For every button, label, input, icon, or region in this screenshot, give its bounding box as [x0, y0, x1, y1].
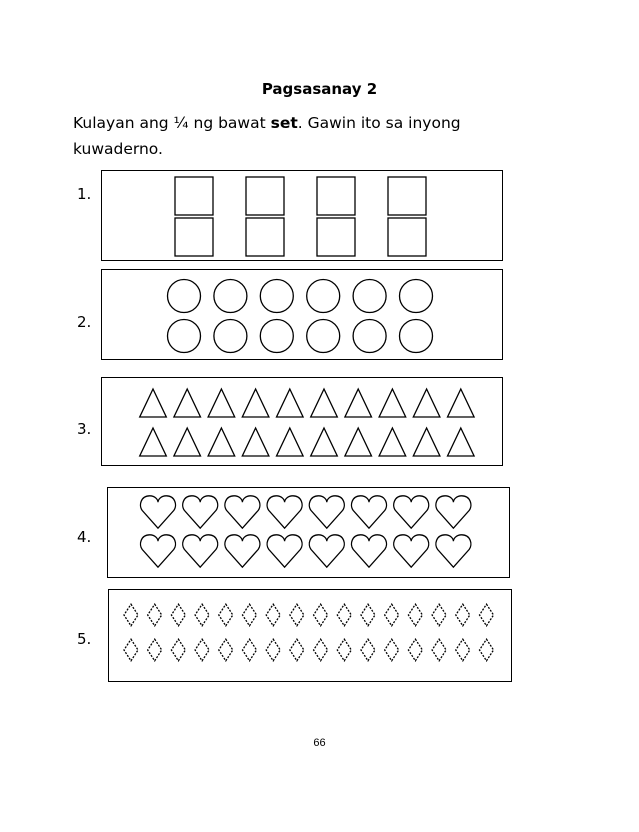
- page-number: 66: [313, 737, 326, 749]
- instruction-text-1: Kulayan ang: [73, 114, 174, 132]
- exercise-3-box: [101, 377, 503, 466]
- shape-diamond: [314, 639, 328, 661]
- shape-square: [388, 177, 426, 215]
- instruction-bold-word: set: [270, 114, 298, 132]
- shape-diamond: [171, 604, 185, 626]
- shape-square: [388, 218, 426, 256]
- shape-diamond: [148, 604, 162, 626]
- shape-triangle: [208, 428, 235, 456]
- exercise-4-number: 4.: [77, 528, 92, 546]
- shape-diamond: [195, 604, 209, 626]
- instruction-text-3: . Gawin ito sa inyong kuwaderno.: [73, 114, 461, 158]
- shape-triangle: [174, 389, 201, 417]
- shape-heart: [352, 496, 387, 528]
- shape-triangle: [345, 428, 372, 456]
- shape-heart: [352, 535, 387, 567]
- exercise-3-shapes: [102, 378, 504, 467]
- exercise-2-shapes: [102, 270, 504, 361]
- shape-circle: [353, 320, 386, 353]
- shape-diamond: [290, 639, 304, 661]
- shape-triangle: [242, 389, 269, 417]
- shape-heart: [436, 535, 471, 567]
- shape-heart: [394, 535, 429, 567]
- shape-diamond: [171, 639, 185, 661]
- shape-triangle: [448, 428, 475, 456]
- shape-diamond: [456, 639, 470, 661]
- shape-circle: [168, 280, 201, 313]
- shape-circle: [307, 320, 340, 353]
- shape-triangle: [413, 389, 440, 417]
- shape-diamond: [385, 639, 399, 661]
- shape-diamond: [242, 639, 256, 661]
- shape-diamond: [266, 604, 280, 626]
- shape-triangle: [379, 389, 406, 417]
- exercise-2-box: [101, 269, 503, 360]
- shape-triangle: [311, 428, 338, 456]
- shape-heart: [309, 535, 344, 567]
- shape-diamond: [479, 604, 493, 626]
- shape-triangle: [345, 389, 372, 417]
- shape-square: [246, 218, 284, 256]
- shape-diamond: [337, 604, 351, 626]
- shape-diamond: [242, 604, 256, 626]
- shape-diamond: [219, 639, 233, 661]
- shape-diamond: [408, 639, 422, 661]
- shape-diamond: [148, 639, 162, 661]
- instructions: [73, 110, 513, 162]
- exercise-1-box: [101, 170, 503, 261]
- exercise-1-shapes: [102, 171, 504, 262]
- shape-diamond: [290, 604, 304, 626]
- shape-triangle: [242, 428, 269, 456]
- shape-circle: [214, 280, 247, 313]
- shape-diamond: [361, 639, 375, 661]
- shape-triangle: [277, 428, 304, 456]
- shape-circle: [260, 280, 293, 313]
- shape-square: [246, 177, 284, 215]
- shape-circle: [214, 320, 247, 353]
- shape-diamond: [408, 604, 422, 626]
- shape-heart: [394, 496, 429, 528]
- shape-heart: [309, 496, 344, 528]
- shape-circle: [353, 280, 386, 313]
- shape-heart: [225, 496, 260, 528]
- exercise-2-number: 2.: [77, 313, 92, 331]
- shape-circle: [168, 320, 201, 353]
- exercise-5-box: [108, 589, 512, 682]
- shape-diamond: [219, 604, 233, 626]
- exercise-1-number: 1.: [77, 185, 92, 203]
- shape-triangle: [311, 389, 338, 417]
- shape-circle: [307, 280, 340, 313]
- shape-triangle: [208, 389, 235, 417]
- shape-square: [317, 177, 355, 215]
- shape-square: [175, 218, 213, 256]
- shape-diamond: [337, 639, 351, 661]
- shape-diamond: [124, 639, 138, 661]
- shape-diamond: [456, 604, 470, 626]
- shape-heart: [225, 535, 260, 567]
- shape-circle: [400, 320, 433, 353]
- exercise-5-number: 5.: [77, 630, 92, 648]
- shape-heart: [267, 535, 302, 567]
- shape-diamond: [432, 639, 446, 661]
- instruction-fraction: ¼: [173, 114, 189, 132]
- shape-heart: [141, 496, 176, 528]
- shape-diamond: [479, 639, 493, 661]
- shape-triangle: [413, 428, 440, 456]
- exercise-4-box: [107, 487, 510, 578]
- shape-triangle: [379, 428, 406, 456]
- shape-diamond: [314, 604, 328, 626]
- shape-square: [175, 177, 213, 215]
- shape-triangle: [174, 428, 201, 456]
- shape-diamond: [361, 604, 375, 626]
- shape-triangle: [277, 389, 304, 417]
- exercise-5-shapes: [109, 590, 513, 683]
- shape-heart: [141, 535, 176, 567]
- shape-triangle: [140, 428, 167, 456]
- instruction-text-2: ng bawat: [188, 114, 271, 132]
- shape-triangle: [140, 389, 167, 417]
- shape-circle: [400, 280, 433, 313]
- shape-diamond: [195, 639, 209, 661]
- shape-diamond: [266, 639, 280, 661]
- shape-diamond: [432, 604, 446, 626]
- exercise-4-shapes: [108, 488, 511, 579]
- shape-heart: [183, 496, 218, 528]
- shape-diamond: [124, 604, 138, 626]
- exercise-3-number: 3.: [77, 420, 92, 438]
- shape-triangle: [448, 389, 475, 417]
- shape-diamond: [385, 604, 399, 626]
- shape-square: [317, 218, 355, 256]
- shape-heart: [267, 496, 302, 528]
- shape-heart: [183, 535, 218, 567]
- shape-circle: [260, 320, 293, 353]
- shape-heart: [436, 496, 471, 528]
- page-title: Pagsasanay 2: [261, 80, 378, 98]
